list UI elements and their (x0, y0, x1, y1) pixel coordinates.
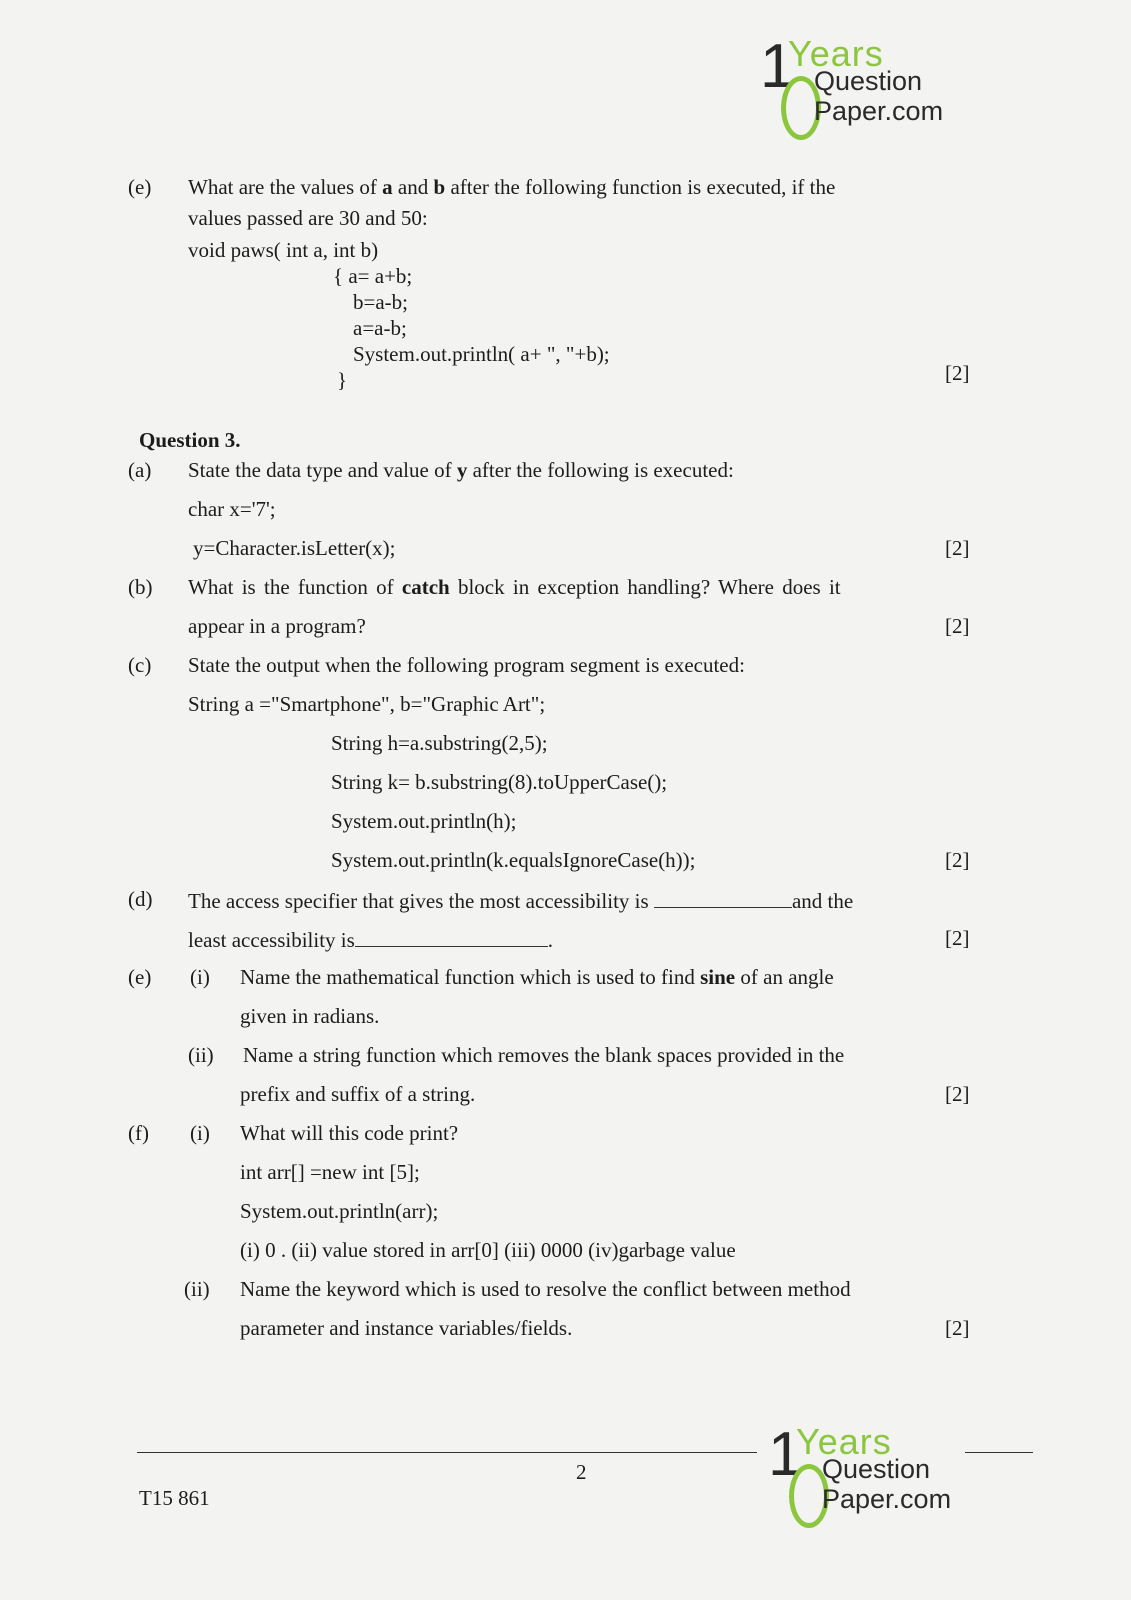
q3e-label: (e) (128, 965, 152, 989)
q2e-line2: values passed are 30 and 50: (188, 206, 428, 230)
q3f-ii-line2: parameter and instance variables/fields. (240, 1316, 573, 1340)
q3d-marks: [2] (945, 926, 970, 950)
q3c-label: (c) (128, 653, 152, 677)
q3a-text: State the data type and value of y after the following is executed: (188, 458, 734, 482)
q3c-marks: [2] (945, 848, 970, 872)
q3e-i-line1: Name the mathematical function which is used to find sine of an angle (240, 965, 834, 989)
q3e-i-line2: given in radians. (240, 1004, 380, 1028)
q2e-code-line: { a= a+b; (333, 264, 413, 288)
q3d-label: (d) (128, 887, 153, 911)
answer-blank (654, 887, 792, 908)
logo-years: Years (796, 1421, 892, 1462)
q3f-marks: [2] (945, 1316, 970, 1340)
q3b-label: (b) (128, 575, 153, 599)
q2e-marks: [2] (945, 361, 970, 385)
q3f-ii-line1: Name the keyword which is used to resolve the conflict between method (240, 1277, 851, 1301)
site-logo-bottom (768, 1420, 968, 1529)
q3b-line1: What is the function of catch block in exception handling? Where does it (188, 575, 841, 599)
q3c-code-line: String a ="Smartphone", b="Graphic Art"; (188, 692, 546, 716)
q3a-code2: y=Character.isLetter(x); (193, 536, 396, 560)
q2e-code-line: System.out.println( a+ ", "+b); (353, 342, 610, 366)
q3c-code-line: String h=a.substring(2,5); (331, 731, 548, 755)
q3d-line1: The access specifier that gives the most accessibility is and the (188, 889, 854, 913)
q3f-label: (f) (128, 1121, 149, 1145)
q2e-code-line: b=a-b; (353, 290, 408, 314)
q3a-marks: [2] (945, 536, 970, 560)
question-heading: Question 3. (139, 428, 241, 452)
q3f-i-code2: System.out.println(arr); (240, 1199, 439, 1223)
q3f-i-options: (i) 0 . (ii) value stored in arr[0] (iii) 0000 (iv)garbage value (240, 1238, 736, 1262)
logo-years: Years (788, 33, 884, 74)
logo-question: Question (814, 66, 923, 96)
q3e-ii-label: (ii) (188, 1043, 214, 1067)
q3e-ii-line2: prefix and suffix of a string. (240, 1082, 476, 1106)
q3e-marks: [2] (945, 1082, 970, 1106)
q3a-code1: char x='7'; (188, 497, 276, 521)
q2e-code-line: } (337, 368, 348, 392)
paper-code: T15 861 (139, 1486, 210, 1510)
q3f-i-label: (i) (190, 1121, 210, 1145)
q2e-code-line: a=a-b; (353, 316, 407, 340)
answer-blank (355, 926, 548, 947)
logo-question: Question (822, 1454, 931, 1484)
q3c-code-line: System.out.println(h); (331, 809, 517, 833)
logo-paper: Paper.com (814, 96, 944, 126)
footer-rule-right (965, 1452, 1033, 1453)
q3b-marks: [2] (945, 614, 970, 638)
q2e-line1: What are the values of a and b after the following function is executed, if the (188, 175, 836, 199)
logo-digit-one: 1 (768, 1420, 803, 1489)
q3e-ii-line1: Name a string function which removes the blank spaces provided in the (243, 1043, 845, 1067)
logo-digit-one: 1 (760, 32, 795, 101)
q3d-line2: least accessibility is . (188, 928, 554, 952)
logo-paper: Paper.com (822, 1484, 952, 1514)
q3a-label: (a) (128, 458, 152, 482)
q3f-i-line1: What will this code print? (240, 1121, 459, 1145)
q3c-code-line: System.out.println(k.equalsIgnoreCase(h)); (331, 848, 696, 872)
footer-rule-left (137, 1452, 757, 1453)
q2e-code-line: void paws( int a, int b) (188, 238, 379, 262)
site-logo-top (760, 32, 960, 141)
q3c-line1: State the output when the following program segment is executed: (188, 653, 745, 677)
q3f-ii-label: (ii) (184, 1277, 210, 1301)
q3b-line2: appear in a program? (188, 614, 366, 638)
q2e-label: (e) (128, 175, 152, 199)
q3f-i-code1: int arr[] =new int [5]; (240, 1160, 420, 1184)
page-number: 2 (576, 1460, 587, 1484)
q3e-i-label: (i) (190, 965, 210, 989)
q3c-code-line: String k= b.substring(8).toUpperCase(); (331, 770, 668, 794)
